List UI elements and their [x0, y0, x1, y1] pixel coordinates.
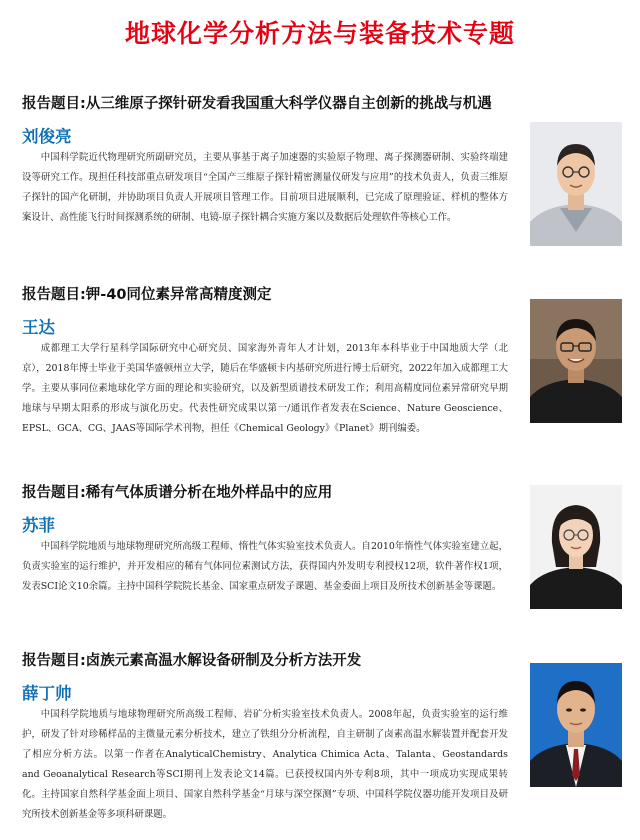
report-title: 报告题目:钾-40同位素异常高精度测定 [22, 287, 272, 303]
speaker-bio: 中国科学院近代物理研究所副研究员，主要从事基于离子加速器的实验原子物理、离子探测器研制、实验终端建设等研究工作。现担任科技部重点研发项目“全国产三维原子探针精密测量仪研发与应用”的技术负责人，负责三维原子探针的国产化研制，并协助项目负责人开展项目管理工作。目前项目进展顺利，已完成了原理验证、样机的整体方案设计、高性能飞行时间探测系统的研制、电镜-原子探针耦合实施方案以及数据后处理软件等核心工作。 [22, 152, 508, 223]
page-title: 地球化学分析方法与装备技术专题 [124, 19, 515, 48]
speaker-bio: 中国科学院地质与地球物理研究所高级工程师、岩矿分析实验室技术负责人。2008年起，负责实验室的运行维护，研发了针对珍稀样品的主微量元素分析技术，建立了铁组分分析流程，自主研制了卤素高温水解装置并配套开发了相应分析方法。以第一作者在AnalyticalChemistry、Analytica Chimica Acta、Talanta、Geostandards and Geoanalytical Research等SCI期刊上发表论文14篇。已获授权国内外专利8项，其中一项成功实现成果转化。主持国家自然科学基金面上项目、国家自然科学基金“月球与深空探测”专项、中国科学院仪器功能开发项目及研究所技术创新基金等多项科研课题。 [22, 709, 508, 820]
speaker-name: 苏菲 [22, 516, 55, 535]
report-section-3 [22, 481, 622, 611]
speaker-photo [530, 299, 622, 423]
report-title: 报告题目:稀有气体质谱分析在地外样品中的应用 [22, 485, 333, 501]
speaker-name: 王达 [22, 318, 55, 337]
report-title: 报告题目:从三维原子探针研发看我国重大科学仪器自主创新的挑战与机遇 [22, 96, 492, 112]
speaker-photo [530, 122, 622, 246]
report-title: 报告题目:卤族元素高温水解设备研制及分析方法开发 [22, 653, 362, 669]
speaker-bio: 中国科学院地质与地球物理研究所高级工程师、惰性气体实验室技术负责人。自2010年惰性气体实验室建立起，负责实验室的运行维护，并开发相应的稀有气体同位素测试方法，获得国内外发明专利授权12项，软件著作权1项，发表SCI论文10余篇。主持中国科学院院长基金、国家重点研发子课题、基金委面上项目及所技术创新基金等课题。 [22, 541, 508, 592]
speaker-photo [530, 485, 622, 609]
speaker-name: 刘俊亮 [22, 127, 72, 146]
speaker-bio: 成都理工大学行星科学国际研究中心研究员、国家海外青年人才计划，2013年本科毕业于中国地质大学（北京），2018年博士毕业于美国华盛顿州立大学，随后在华盛顿卡内基研究所进行博士后研究，2022年加入成都理工大学。主要从事同位素地球化学方面的理论和实验研究，以及新型质谱技术研发工作；利用高精度同位素异常研究早期地球与早期太阳系的形成与演化历史。代表性研究成果以第一/通讯作者发表在Science、Nature Geoscience、EPSL、GCA、CG、JAAS等国际学术刊物，担任《Chemical Geology》《Planet》期刊编委。 [22, 343, 508, 434]
report-section-1 [22, 92, 622, 262]
speaker-name: 薛丁帅 [22, 684, 72, 703]
report-section-4 [22, 649, 622, 839]
report-section-2 [22, 283, 622, 453]
speaker-photo [530, 663, 622, 787]
